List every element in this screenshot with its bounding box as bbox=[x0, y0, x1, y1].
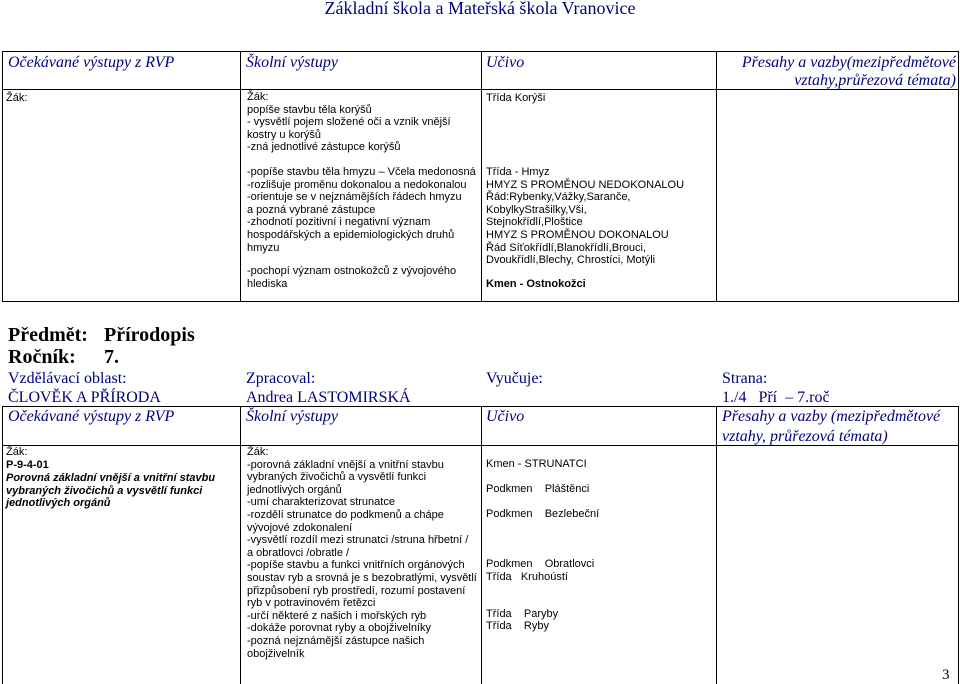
page-label: Strana: bbox=[722, 370, 768, 387]
school-title: Základní škola a Mateřská škola Vranovice bbox=[324, 0, 636, 18]
table2-curriculum-trida-1: Třída Kruhoústí bbox=[486, 571, 568, 583]
text-line: a pozná vybrané zástupce bbox=[247, 203, 376, 216]
table2-rvp-text bbox=[6, 472, 215, 510]
text-line: kostry u korýšů bbox=[247, 128, 321, 141]
table1-col-divider-1 bbox=[240, 51, 241, 302]
area-label: Vzdělávací oblast: bbox=[8, 370, 127, 387]
text-line: -rozlišuje proměnu dokonalou a nedokonalou bbox=[247, 178, 467, 191]
text-line: -zhodnotí pozitivní i negativní význam bbox=[247, 216, 431, 229]
table2-col-divider-2 bbox=[481, 406, 482, 684]
text-line: hospodářských a epidemiologických druhů bbox=[247, 228, 455, 241]
table2-col-divider-3 bbox=[716, 406, 717, 684]
text-line: vybraných živočichů a vysvětlí funkci bbox=[6, 484, 203, 497]
text-line: Žák: bbox=[247, 91, 269, 103]
text-line: ryb v potravinovém řetězci bbox=[247, 597, 376, 610]
text-line: -pozná nejznámější zástupce našich bbox=[247, 634, 425, 647]
subject-label: Předmět: bbox=[8, 324, 88, 346]
teaches-label: Vyučuje: bbox=[486, 370, 543, 387]
text-line: vybraných živočichů a vysvětlí funkci bbox=[247, 471, 427, 484]
table1-row2-school-outputs-insects bbox=[247, 166, 476, 254]
text-line: -rozdělí strunatce do podkmenů a chápe bbox=[247, 508, 444, 521]
page-number: 3 bbox=[942, 667, 950, 683]
table1-row1-pupil: Žák: bbox=[6, 92, 28, 104]
table2-curriculum-podkmen-3: Podkmen Obratlovci bbox=[486, 558, 595, 570]
table2-pupil: Žák: bbox=[6, 446, 28, 458]
text-line: Řád Síťokřídlí,Blanokřídlí,Brouci, bbox=[486, 241, 647, 254]
table1-col-divider-3 bbox=[716, 51, 717, 302]
text-line: -určí některé z našich i mořských ryb bbox=[247, 609, 427, 622]
table2-header-curriculum: Učivo bbox=[486, 408, 525, 425]
table1-row1-curriculum: Třída Korýši bbox=[486, 92, 546, 104]
text-line: KobylkyStrašilky,Vši, bbox=[486, 203, 587, 216]
text-line: -vysvětlí rozdíl mezi strunatci /struna hřbetní / bbox=[247, 534, 469, 547]
text-line: Stejnokřídlí,Ploštice bbox=[486, 216, 583, 229]
text-line: -zná jednotlivé zástupce korýšů bbox=[247, 141, 401, 154]
text-line: -porovná základní vnější a vnitřní stavbu bbox=[247, 458, 444, 471]
text-line: jednotlivých orgánů bbox=[6, 497, 111, 510]
text-line: - vysvětlí pojem složené oči a vznik vnější bbox=[247, 116, 451, 129]
text-line: Porovná základní vnější a vnitřní stavbu bbox=[6, 472, 216, 484]
table2-header-rvp: Očekávané výstupy z RVP bbox=[8, 408, 175, 425]
table2-left-border bbox=[2, 406, 3, 684]
table1-row1-school-outputs bbox=[247, 91, 451, 154]
text-line: hmyzu bbox=[247, 241, 280, 254]
page-value: 1./4 Pří – 7.roč bbox=[722, 389, 830, 406]
table2-right-border bbox=[958, 406, 959, 684]
table2-curriculum-trida-2: Třída Paryby bbox=[486, 608, 559, 620]
table1-header-school-outputs: Školní výstupy bbox=[246, 54, 338, 71]
text-line: -umí charakterizovat strunatce bbox=[247, 496, 395, 509]
text-line: -popíše stavbu a funkci vnitřních orgánových bbox=[247, 559, 465, 572]
text-line: Žák: bbox=[247, 446, 269, 458]
text-line: hlediska bbox=[247, 277, 288, 290]
table2-curriculum-podkmen-2: Podkmen Bezlebeční bbox=[486, 508, 600, 520]
author-value: Andrea LASTOMIRSKÁ bbox=[246, 389, 411, 406]
table1-right-border bbox=[958, 51, 959, 302]
text-line: obojživelník bbox=[247, 647, 305, 660]
table1-row2-curriculum-echinoderms: Kmen - Ostnokožci bbox=[486, 278, 586, 290]
table2-curriculum-trida-3: Třída Ryby bbox=[486, 620, 549, 632]
table2-header-overlaps-line2: vztahy, průřezová témata) bbox=[722, 428, 888, 445]
table1-col-divider-2 bbox=[481, 51, 482, 302]
text-line: -dokáže porovnat ryby a obojživelníky bbox=[247, 622, 432, 635]
text-line: HMYZ S PROMĚNOU DOKONALOU bbox=[486, 228, 669, 241]
table1-header-curriculum: Učivo bbox=[486, 54, 525, 71]
grade-label: Ročník: bbox=[8, 346, 76, 368]
text-line: soustav ryb a srovná je s bezobratlými, vysvětlí bbox=[247, 571, 477, 584]
text-line: vývojové zdokonalení bbox=[247, 521, 353, 534]
text-line: -pochopí význam ostnokožců z vývojového bbox=[247, 265, 457, 277]
table1-header-overlaps-line2: vztahy,průřezová témata) bbox=[794, 72, 956, 89]
table1-left-border bbox=[2, 51, 3, 302]
subject-value: Přírodopis bbox=[104, 324, 195, 346]
table1-row2-curriculum bbox=[486, 166, 684, 267]
table2-curriculum-podkmen-1: Podkmen Pláštěnci bbox=[486, 483, 590, 495]
text-line: -popíše stavbu těla hmyzu – Včela medonosná bbox=[247, 166, 476, 178]
text-line: popíše stavbu těla korýšů bbox=[247, 103, 372, 116]
area-value: ČLOVĚK A PŘÍRODA bbox=[8, 389, 161, 406]
text-line: jednotlivých orgánů bbox=[247, 483, 342, 496]
table1-header-overlaps-line1: Přesahy a vazby(mezipředmětové bbox=[741, 54, 956, 71]
text-line: Třída - Hmyz bbox=[486, 166, 550, 178]
text-line: Dvoukřídlí,Blechy, Chrostíci, Motýli bbox=[486, 254, 656, 267]
table2-header-overlaps bbox=[722, 408, 958, 446]
table1-header-overlaps bbox=[718, 54, 956, 90]
table1-header-rvp: Očekávané výstupy z RVP bbox=[8, 54, 175, 71]
grade-value: 7. bbox=[104, 346, 119, 368]
table2-header-school-outputs: Školní výstupy bbox=[246, 408, 338, 425]
table2-curriculum-kmen: Kmen - STRUNATCI bbox=[486, 458, 587, 470]
text-line: Řád:Rybenky,Vážky,Saranče, bbox=[486, 191, 631, 204]
table1-row2-school-outputs-echinoderms bbox=[247, 265, 456, 290]
text-line: HMYZ S PROMĚNOU NEDOKONALOU bbox=[486, 178, 685, 191]
author-label: Zpracoval: bbox=[246, 370, 316, 387]
table2-rvp-code: P-9-4-01 bbox=[6, 459, 49, 471]
table2-header-overlaps-line1: Přesahy a vazby (mezipředmětové bbox=[722, 408, 941, 425]
text-line: -orientuje se v nejznámějších řádech hmyzu bbox=[247, 191, 462, 204]
text-line: přizpůsobení ryb prostředí, rozumí postavení bbox=[247, 584, 466, 597]
table2-col-divider-1 bbox=[240, 406, 241, 684]
table2-school-outputs bbox=[247, 446, 477, 660]
text-line: a obratlovci /obratle / bbox=[247, 546, 350, 559]
